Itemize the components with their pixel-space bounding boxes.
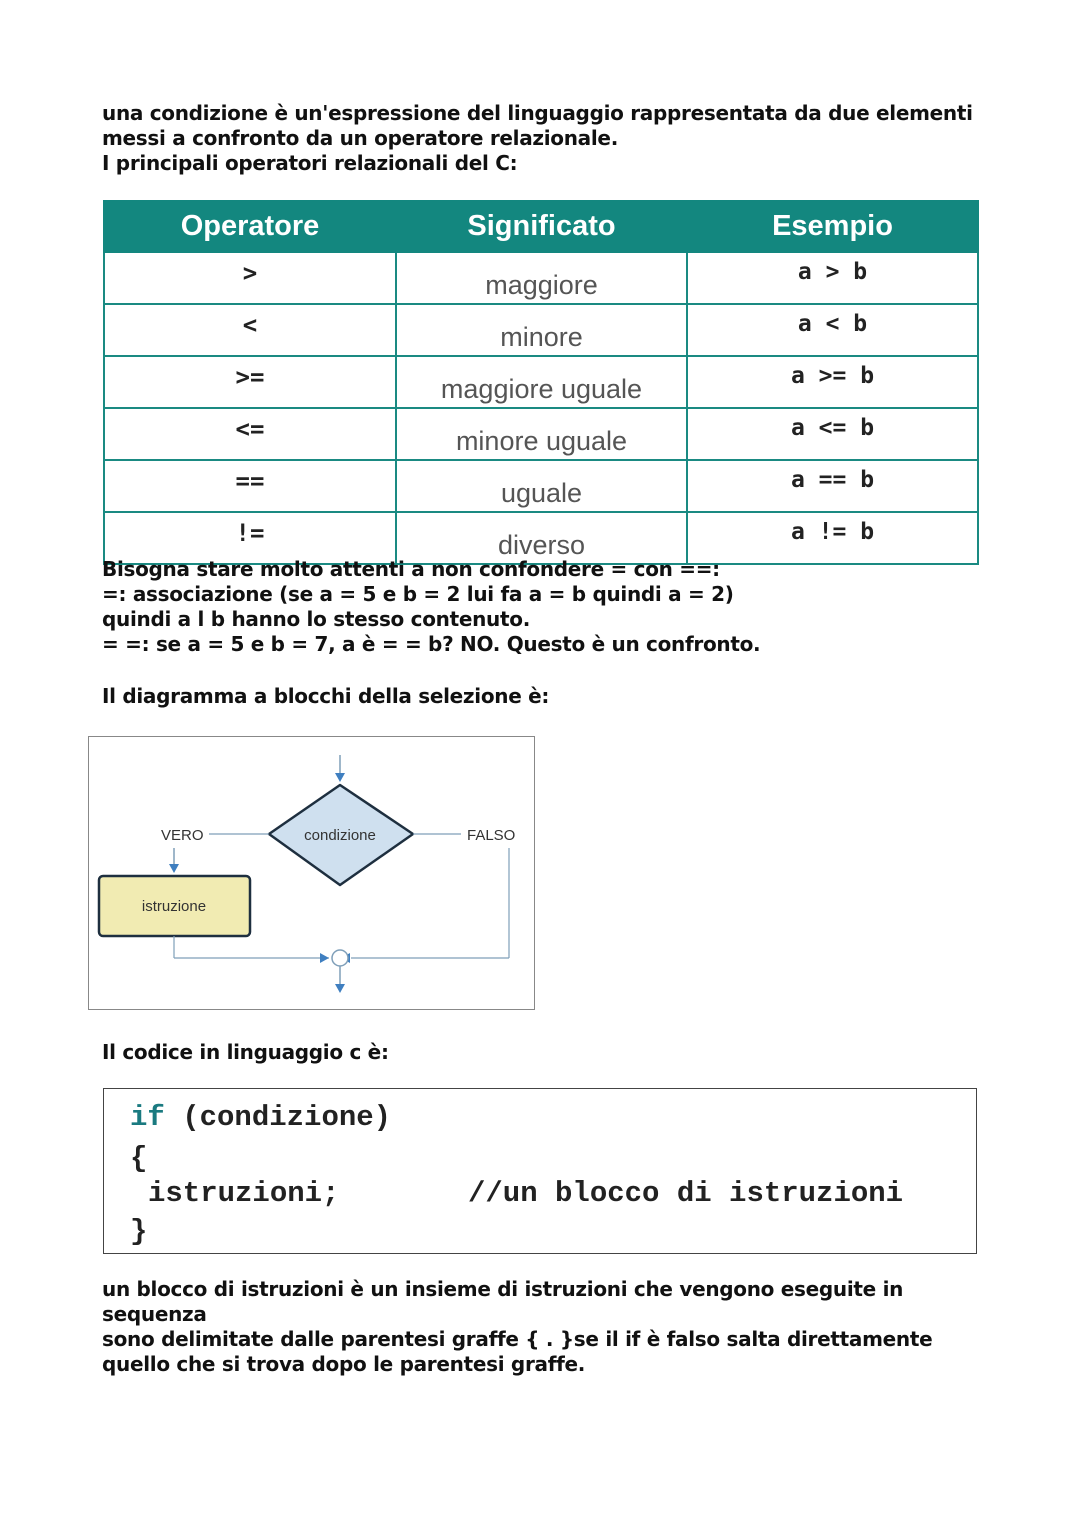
table-row: [104, 460, 978, 512]
notes-line: Bisogna stare molto attenti a non confondere = con ==:: [102, 557, 720, 581]
intro-line: messi a confronto da un operatore relazionale.: [102, 126, 618, 150]
example-cell: a >= b: [687, 356, 978, 408]
meaning-cell: diverso: [396, 512, 687, 564]
table-header-row: [104, 201, 978, 252]
arrow-down-icon: [169, 864, 179, 873]
arrow-down-icon: [335, 984, 345, 993]
header-meaning: Significato: [396, 201, 687, 252]
statement-label: istruzione: [141, 898, 207, 915]
operator-cell: <=: [104, 408, 396, 460]
code-line-if: [130, 1101, 391, 1134]
header-operator: Operatore: [104, 201, 396, 252]
closing-paragraph: [102, 1277, 982, 1377]
true-label: VERO: [161, 827, 204, 844]
header-example: Esempio: [687, 201, 978, 252]
operator-cell: ==: [104, 460, 396, 512]
merge-node: [332, 950, 348, 966]
flowchart-svg: [89, 737, 534, 1009]
closing-line: sono delimitate dalle parentesi graffe { . }se il if è falso salta direttamente: [102, 1327, 933, 1351]
notes-line: quindi a l b hanno lo stesso contenuto.: [102, 607, 530, 631]
notes-line: = =: se a = 5 e b = 7, a è = = b? NO. Questo è un confronto.: [102, 632, 761, 656]
example-cell: a > b: [687, 252, 978, 304]
closing-line: quello che si trova dopo le parentesi graffe.: [102, 1352, 586, 1376]
operators-table: [103, 200, 979, 565]
code-body: istruzioni;: [148, 1177, 340, 1210]
intro-line: I principali operatori relazionali del C:: [102, 151, 518, 175]
operator-cell: >=: [104, 356, 396, 408]
example-cell: a <= b: [687, 408, 978, 460]
code-heading-text: Il codice in linguaggio c è:: [102, 1040, 389, 1064]
example-cell: a != b: [687, 512, 978, 564]
code-open-brace: {: [130, 1142, 148, 1175]
closing-line: un blocco di istruzioni è un insieme di istruzioni che vengono eseguite in: [102, 1277, 904, 1301]
code-keyword: if: [130, 1101, 165, 1134]
code-heading: [102, 1040, 982, 1065]
intro-paragraph: [102, 101, 982, 176]
false-label: FALSO: [467, 827, 516, 844]
code-comment: //un blocco di istruzioni: [468, 1177, 904, 1210]
code-block: [103, 1088, 977, 1254]
meaning-cell: maggiore uguale: [396, 356, 687, 408]
flowchart-figure: [88, 736, 535, 1010]
operator-cell: <: [104, 304, 396, 356]
table-row: [104, 408, 978, 460]
meaning-cell: uguale: [396, 460, 687, 512]
arrow-right-icon: [320, 953, 329, 963]
meaning-cell: maggiore: [396, 252, 687, 304]
example-cell: a == b: [687, 460, 978, 512]
code-close-brace: }: [130, 1215, 148, 1248]
meaning-cell: minore: [396, 304, 687, 356]
intro-line: una condizione è un'espressione del linguaggio rappresentata da due elementi: [102, 101, 973, 125]
diagram-heading: [102, 684, 982, 709]
operator-cell: >: [104, 252, 396, 304]
table-row: [104, 356, 978, 408]
diagram-heading-text: Il diagramma a blocchi della selezione è:: [102, 684, 550, 708]
condition-label: condizione: [304, 827, 376, 844]
arrow-down-icon: [335, 773, 345, 782]
example-cell: a < b: [687, 304, 978, 356]
notes-line: =: associazione (se a = 5 e b = 2 lui fa a = b quindi a = 2): [102, 582, 734, 606]
table-row: [104, 252, 978, 304]
table-row: [104, 304, 978, 356]
notes-paragraph: [102, 557, 982, 657]
closing-line: sequenza: [102, 1302, 207, 1326]
operator-cell: !=: [104, 512, 396, 564]
meaning-cell: minore uguale: [396, 408, 687, 460]
code-condition: (condizione): [164, 1101, 392, 1134]
